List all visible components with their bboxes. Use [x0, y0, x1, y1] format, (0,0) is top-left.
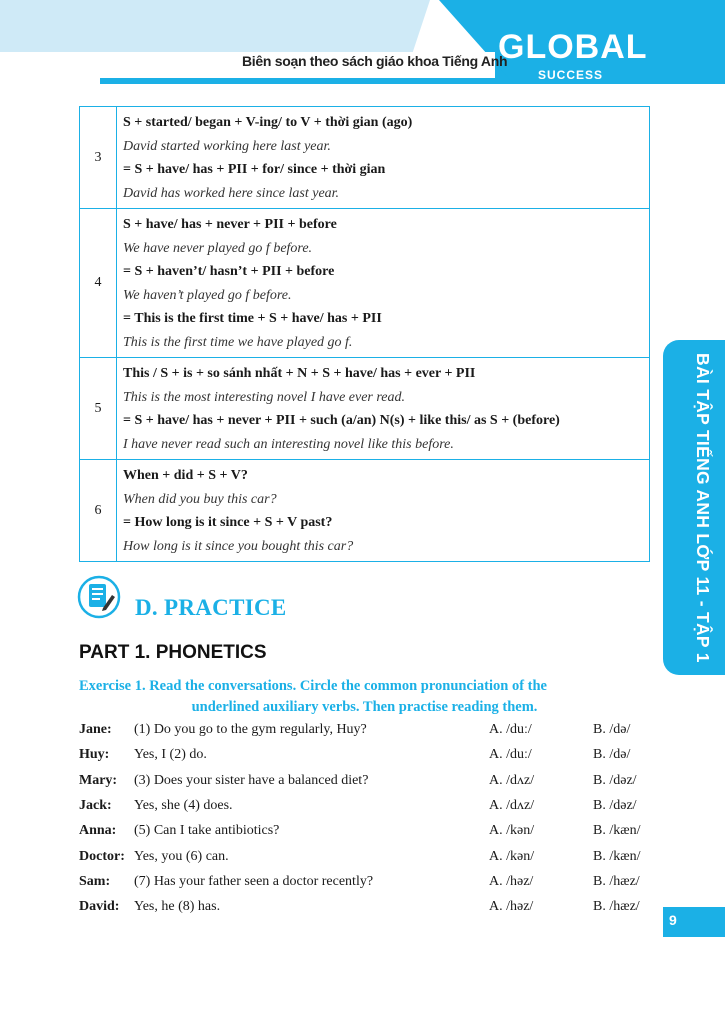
- option-a[interactable]: A. /duː/: [489, 747, 532, 763]
- exercise-instruction: [79, 676, 650, 718]
- dialogue-row: [79, 798, 659, 820]
- grammar-formula: This / S + is + so sánh nhất + N + S + have/ has + ever + PII: [123, 366, 476, 381]
- header-light-band: [0, 0, 430, 52]
- option-a[interactable]: A. /dʌz/: [489, 772, 535, 788]
- option-a[interactable]: A. /həz/: [489, 873, 534, 889]
- brand-logo-text: GLOBAL: [498, 28, 648, 66]
- grammar-example: How long is it since you bought this car?: [123, 538, 354, 554]
- dialogue-row: [79, 747, 659, 769]
- speaker-name: Jack:: [79, 797, 112, 813]
- row-number: 3: [80, 107, 117, 209]
- row-number: 5: [80, 358, 117, 460]
- row-number: 6: [80, 460, 117, 562]
- option-a[interactable]: A. /kən/: [489, 823, 535, 839]
- option-a[interactable]: A. /duː/: [489, 722, 532, 737]
- page-number: 9: [669, 912, 677, 928]
- utterance: Yes, you (6) can.: [134, 848, 229, 864]
- option-a[interactable]: A. /dʌz/: [489, 797, 535, 813]
- speaker-name: David:: [79, 899, 120, 915]
- option-b[interactable]: B. /hæz/: [593, 873, 640, 889]
- row-number: 4: [80, 209, 117, 358]
- option-b[interactable]: B. /hæz/: [593, 899, 640, 915]
- utterance: (7) Has your father seen a doctor recently?: [134, 873, 374, 889]
- table-row: [80, 209, 650, 358]
- option-b[interactable]: B. /dəz/: [593, 797, 637, 813]
- speaker-name: Mary:: [79, 772, 118, 788]
- utterance: (1) Do you go to the gym regularly, Huy?: [134, 722, 367, 737]
- header-subtitle: Biên soạn theo sách giáo khoa Tiếng Anh: [242, 53, 508, 69]
- grammar-example: This is the most interesting novel I have ever read.: [123, 389, 406, 405]
- option-b[interactable]: B. /də/: [593, 722, 631, 737]
- grammar-example: We haven’t played go f before.: [123, 287, 292, 303]
- option-b[interactable]: B. /kæn/: [593, 848, 641, 864]
- speaker-name: Huy:: [79, 747, 110, 763]
- speaker-name: Sam:: [79, 873, 111, 889]
- dialogue-row: [79, 874, 659, 896]
- speaker-name: Anna:: [79, 823, 117, 839]
- option-a[interactable]: A. /həz/: [489, 899, 534, 915]
- utterance: (3) Does your sister have a balanced diet?: [134, 772, 369, 788]
- grammar-example: This is the first time we have played go f.: [123, 334, 353, 350]
- table-row: [80, 460, 650, 562]
- grammar-example: David has worked here since last year.: [123, 185, 340, 201]
- option-b[interactable]: B. /də/: [593, 747, 631, 763]
- option-a[interactable]: A. /kən/: [489, 848, 535, 864]
- option-b[interactable]: B. /dəz/: [593, 772, 637, 788]
- row-content: [117, 107, 650, 209]
- table-row: [80, 107, 650, 209]
- grammar-formula: S + started/ began + V-ing/ to V + thời gian (ago): [123, 115, 413, 130]
- grammar-formula: = S + haven’t/ hasn’t + PII + before: [123, 264, 335, 279]
- grammar-formula: = S + have/ has + never + PII + such (a/an) N(s) + like this/ as S + (before): [123, 413, 560, 428]
- grammar-example: David started working here last year.: [123, 138, 331, 154]
- side-tab-label: BÀI TẬP TIẾNG ANH LỚP 11 - TẬP 1: [693, 352, 713, 663]
- grammar-table: [79, 106, 650, 562]
- table-row: [80, 358, 650, 460]
- grammar-formula: = This is the first time + S + have/ has + PII: [123, 311, 382, 326]
- grammar-formula: When + did + S + V?: [123, 468, 248, 483]
- brand-logo-subtext: SUCCESS: [538, 68, 604, 82]
- part-title: PART 1. PHONETICS: [79, 642, 267, 663]
- utterance: Yes, she (4) does.: [134, 797, 233, 813]
- exercise-instruction-line1: Exercise 1. Read the conversations. Circle the common pronunciation of the: [79, 678, 547, 694]
- section-title: D. PRACTICE: [135, 595, 287, 620]
- utterance: (5) Can I take antibiotics?: [134, 823, 280, 839]
- grammar-example: When did you buy this car?: [123, 491, 277, 507]
- practice-notebook-icon: [77, 575, 121, 619]
- dialogue-row: [79, 849, 659, 871]
- row-content: [117, 460, 650, 562]
- row-content: [117, 358, 650, 460]
- dialogue-row: [79, 773, 659, 795]
- utterance: Yes, he (8) has.: [134, 899, 221, 915]
- dialogue-row: [79, 722, 659, 744]
- grammar-formula: = S + have/ has + PII + for/ since + thời gian: [123, 162, 386, 177]
- grammar-formula: S + have/ has + never + PII + before: [123, 217, 337, 232]
- dialogue-row: [79, 899, 659, 921]
- dialogue-row: [79, 823, 659, 845]
- grammar-example: We have never played go f before.: [123, 240, 313, 256]
- speaker-name: Jane:: [79, 722, 112, 737]
- speaker-name: Doctor:: [79, 848, 125, 864]
- utterance: Yes, I (2) do.: [134, 747, 207, 763]
- option-b[interactable]: B. /kæn/: [593, 823, 641, 839]
- exercise-instruction-line2: underlined auxiliary verbs. Then practise reading them.: [191, 699, 538, 715]
- grammar-example: I have never read such an interesting novel like this before.: [123, 436, 454, 452]
- row-content: [117, 209, 650, 358]
- grammar-formula: = How long is it since + S + V past?: [123, 515, 333, 530]
